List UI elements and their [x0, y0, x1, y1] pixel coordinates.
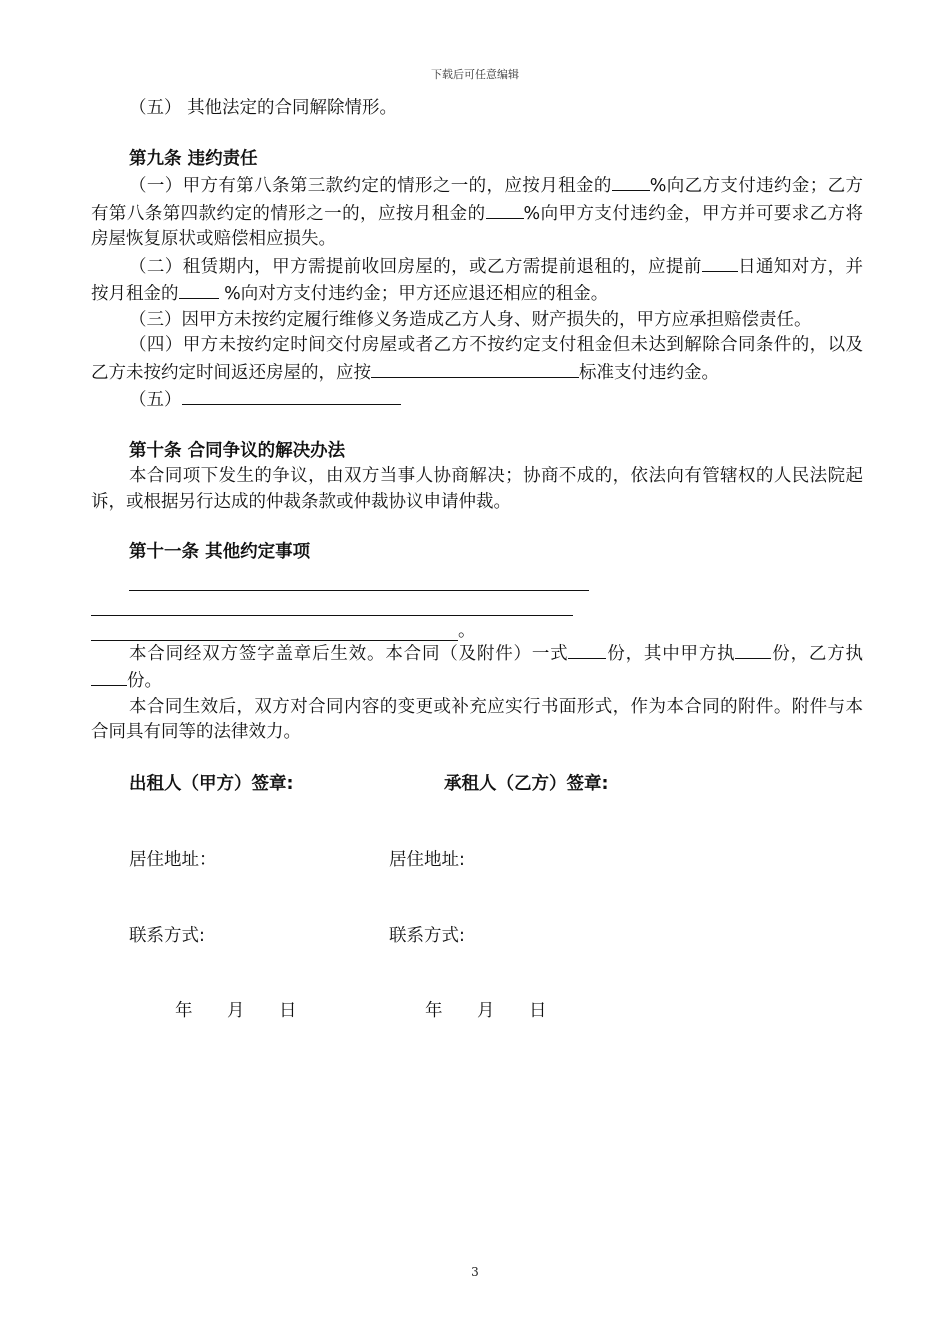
blank-line — [91, 616, 458, 641]
contract-body — [91, 96, 863, 746]
lessee-address-label: 居住地址: — [389, 850, 465, 870]
lessor-address-label: 居住地址： — [129, 850, 217, 870]
article-9-clause-5: （五） — [91, 386, 863, 414]
lessor-signature-label: 出租人（甲方）签章: — [129, 774, 294, 794]
article-9-clause-4: （四）甲方未按约定时间交付房屋或者乙方不按约定支付租金但未达到解除合同条件的，以及乙方未按约定时间返还房屋的，应按 标准支付违约金。 — [91, 335, 863, 383]
article-9-clause-3: （三）因甲方未按约定履行维修义务造成乙方人身、财产损失的，甲方应承担赔偿责任。 — [129, 309, 812, 330]
blank-line — [129, 566, 589, 591]
article-11-copies: 本合同经双方签字盖章后生效。本合同（及附件）一式 份，其中甲方执 份，乙方执份。 — [91, 640, 863, 695]
article-9-clause-1: （一）甲方有第八条第三款约定的情形之一的，应按月租金的 %向乙方支付违约金；乙方有第八条第四款约定的情形之一的，应按月租金的 %向甲方支付违约金，甲方并可要求乙方将房屋恢复原状或赔偿相应损失。 — [91, 172, 863, 253]
lessee-date: 年 月 日 — [425, 1001, 547, 1021]
page-header: 下载后可任意编辑 — [431, 68, 519, 81]
article-11-title: 第十一条 其他约定事项 — [129, 542, 311, 562]
article-9-title: 第九条 违约责任 — [129, 148, 258, 169]
page-number: 3 — [471, 1265, 479, 1279]
article-9-clause-2: （二）租赁期内，甲方需提前收回房屋的，或乙方需提前退租的，应提前 日通知对方，并按月租金的 %向对方支付违约金；甲方还应退还相应的租金。 — [91, 253, 863, 308]
lessor-contact-label: 联系方式: — [129, 926, 205, 946]
article-10-text: 本合同项下发生的争议，由双方当事人协商解决；协商不成的，依法向有管辖权的人民法院起诉，或根据另行达成的仲裁条款或仲裁协议申请仲裁。 — [91, 466, 863, 512]
lessee-signature-label: 承租人（乙方）签章: — [444, 774, 609, 794]
article-10-title: 第十条 合同争议的解决办法 — [129, 440, 346, 461]
blank-line-row: 。 — [91, 616, 863, 640]
clause-item-5: （五） 其他法定的合同解除情形。 — [129, 98, 398, 118]
lessor-date: 年 月 日 — [175, 1001, 297, 1021]
blank-line — [91, 591, 573, 616]
lessee-contact-label: 联系方式: — [389, 926, 465, 946]
article-11-amendment: 本合同生效后，双方对合同内容的变更或补充应实行书面形式，作为本合同的附件。附件与本合同具有同等的法律效力。 — [91, 696, 863, 742]
